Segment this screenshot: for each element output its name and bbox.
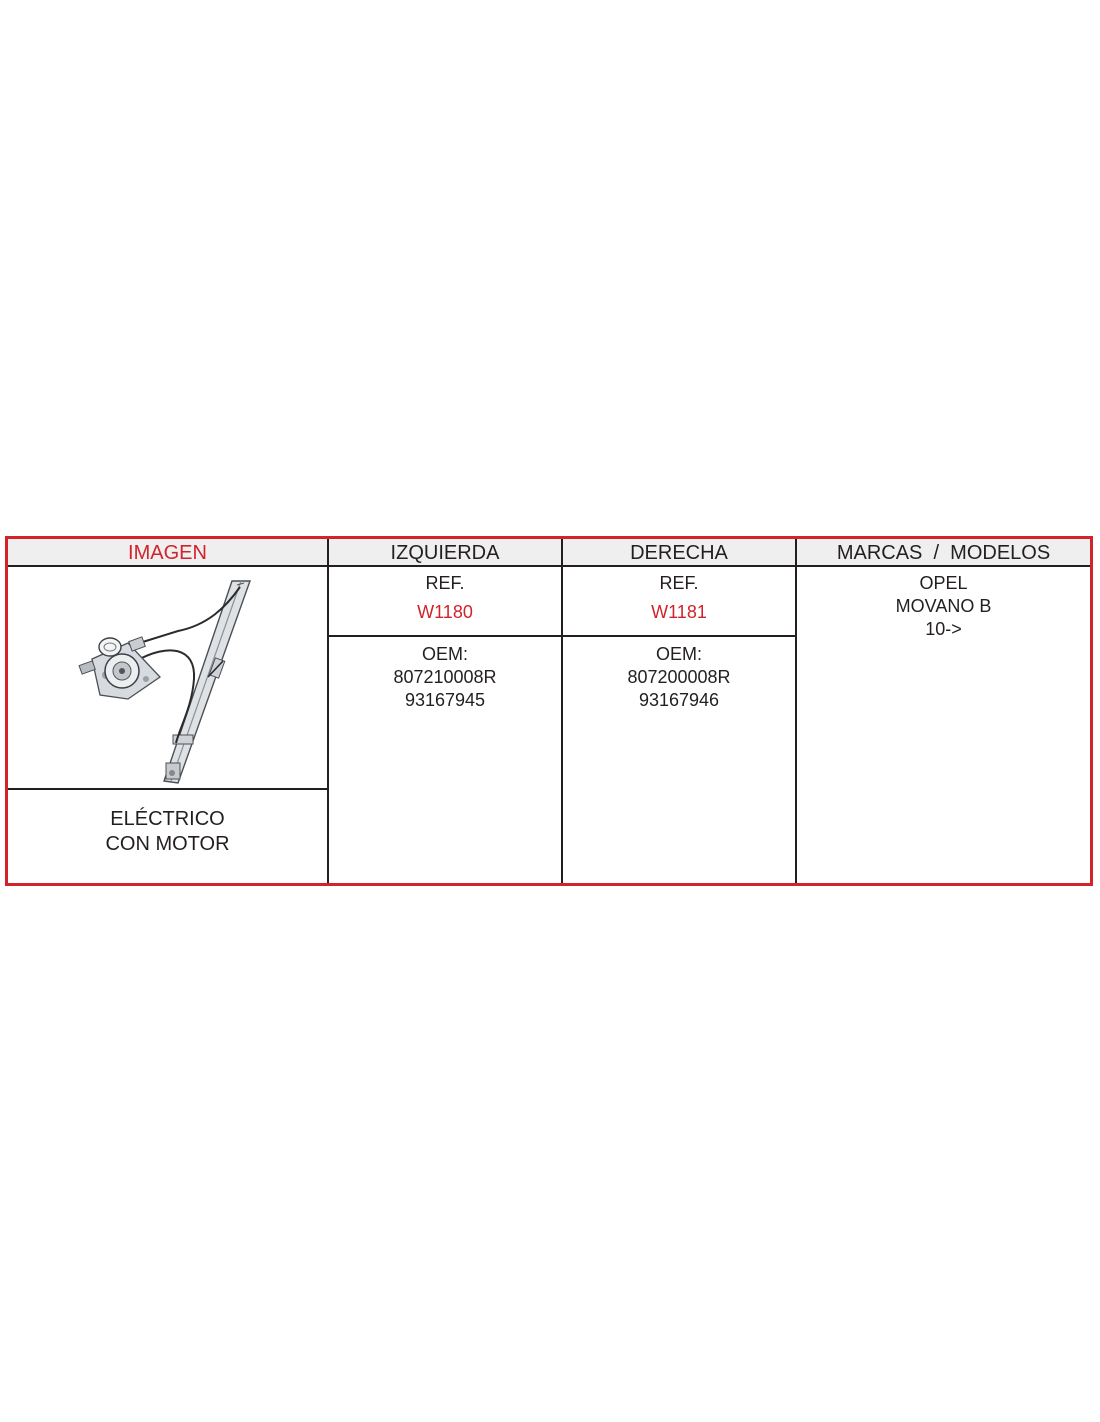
row-divider bbox=[8, 788, 327, 790]
ref-label: REF. bbox=[425, 573, 465, 593]
header-marcas-modelos: MARCAS / MODELOS bbox=[797, 539, 1090, 567]
header-imagen: IMAGEN bbox=[8, 539, 327, 567]
product-type bbox=[8, 807, 327, 857]
right-oem-cell bbox=[563, 643, 795, 712]
model-line: 10-> bbox=[925, 619, 962, 639]
left-oem-cell bbox=[329, 643, 561, 712]
models-cell bbox=[797, 572, 1090, 641]
row-divider bbox=[329, 635, 795, 637]
oem-label: OEM: bbox=[655, 644, 702, 664]
oem-code: 93167945 bbox=[404, 690, 486, 710]
ref-value: W1180 bbox=[417, 602, 473, 622]
oem-code: 93167946 bbox=[638, 690, 720, 710]
product-type-line: CON MOTOR bbox=[105, 833, 230, 855]
left-ref-cell bbox=[329, 572, 561, 624]
model-line: OPEL bbox=[919, 573, 968, 593]
oem-label: OEM: bbox=[421, 644, 468, 664]
header-izquierda: IZQUIERDA bbox=[329, 539, 561, 567]
product-image bbox=[8, 567, 327, 788]
product-type-line: ELÉCTRICO bbox=[110, 808, 225, 830]
oem-code: 807210008R bbox=[393, 667, 497, 687]
ref-label: REF. bbox=[659, 573, 699, 593]
oem-code: 807200008R bbox=[627, 667, 731, 687]
window-regulator-icon bbox=[8, 567, 327, 788]
model-line: MOVANO B bbox=[895, 596, 992, 616]
right-ref-cell bbox=[563, 572, 795, 624]
product-table bbox=[5, 536, 1093, 886]
ref-value: W1181 bbox=[651, 602, 707, 622]
header-derecha: DERECHA bbox=[563, 539, 795, 567]
